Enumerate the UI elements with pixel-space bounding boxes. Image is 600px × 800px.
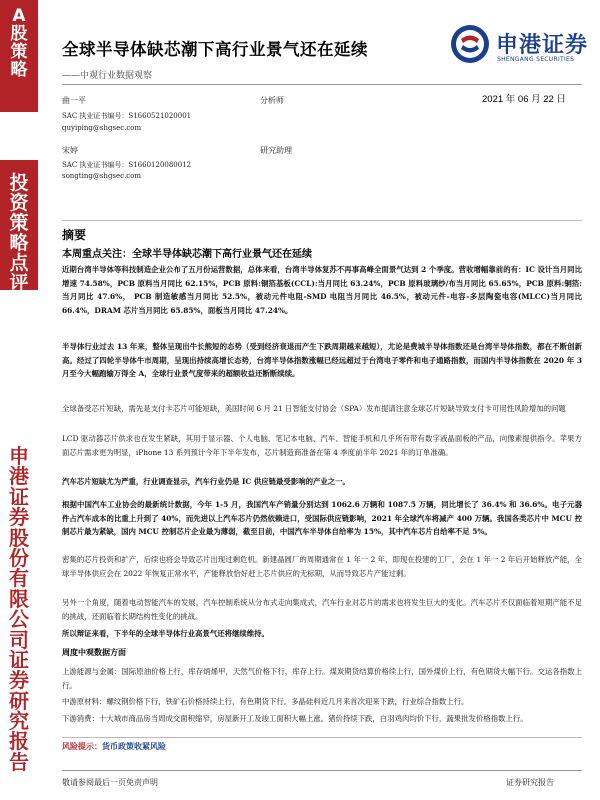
risk-text: 货币政策收紧风险 <box>102 741 166 751</box>
sidebar-org-name <box>0 440 38 774</box>
paragraph-2: 半导体行业过去 13 年来，整体呈现出牛长熊短的态势（受到经济衰退而产生下跌周期越来越短），尤论是费城半导体指数还是台湾半导体指数，都在不断创新高。经过了四轮半导体牛市周期，呈现出持续高增长态势，台湾半导体指数涨幅已经远超过于台湾电子零件和电子通路指数，而国内半导体指数在 2020 年 3 月至今大幅跑输万得全 A，全球行业景气度带来的超额收益还断断续续。 <box>62 342 582 378</box>
abstract-heading: 摘要 <box>62 228 87 242</box>
page-subtitle: ——中观行业数据观察 <box>62 71 153 81</box>
sidebar-char: 评 <box>9 271 29 294</box>
section-divider <box>62 220 582 221</box>
sidebar-char: 证 <box>9 484 29 509</box>
sidebar-char: 策 <box>9 211 29 234</box>
paragraph-4: LCD 驱动器芯片供求也在发生紧缺，其用于显示器、个人电脑、笔记本电脑、汽车、智能手机和几乎所有带有数字液晶面板的产品，向像素提供指令。苹果方面芯片需求更为明显，iPhone 13 系列预计今年下半年发布，芯片制造商准备在第 4 季度前半年 2021 年的订单准确。 <box>62 434 582 457</box>
sidebar-char: 资 <box>9 191 29 214</box>
footer-disclaimer: 敬请参阅最后一页免责声明 <box>62 778 158 787</box>
footer-report-type: 证券研究报告 <box>506 778 554 787</box>
analyst-name: 曲一平 <box>62 96 86 105</box>
paragraph-11: 中游原材料：螺纹钢价格下行，铁矿石价格持续上行，有色期货下行。多晶硅料近几月来首次迎来下跌，行业综合指数上行。 <box>62 697 469 706</box>
risk-label: 风险提示： <box>62 741 102 751</box>
page-title: 全球半导体缺芯潮下高行业景气还在延续 <box>62 40 368 59</box>
weekly-focus: 本周重点关注：全球半导体缺芯潮下高行业景气还在延续 <box>62 249 312 260</box>
sidebar-gap <box>0 112 38 160</box>
sidebar-char: 股 <box>9 525 29 550</box>
sidebar <box>0 0 38 800</box>
paragraph-9: 所以辩证来看，下半年的全球半导体行业高景气还将继续维持。 <box>62 629 269 638</box>
sidebar-char: 有 <box>9 566 29 591</box>
sidebar-char: 证 <box>9 647 29 672</box>
paragraph-1: 近期台湾半导体等科技制造企业公布了五月份运营数据，总体来看，台湾半导体复苏不再事高峰全面景气达到 2 个季度。营收增幅靠前的有：IC 设计当月同比增速 74.58%，PCB 原料当月同比 62.15%，PCB 原料:铜箔基板(CCL):当月同比 63.24%，PCB 原料玻璃纱/布当月同比 65.65%，PCB 原料:铜箔:当月同比 47.6%， PCB 制造敏感当月同比 52.5%，被动元件电阻-SMD 电阻当月同比 46.5%，被动元件-电容-多层陶瓷电容(MLCC)当月同比 66.4%，DRAM 芯片当月同比 65.85%，面板当月同比 47.24%。 <box>62 265 582 315</box>
sidebar-report-type <box>0 160 38 294</box>
sidebar-char: 略 <box>9 231 29 254</box>
report-date: 2021 年 06 月 22 日 <box>482 94 566 105</box>
analyst-email[interactable]: quyiping@shgsec.com <box>62 124 142 132</box>
analyst-role: 分析师 <box>260 96 284 105</box>
brand-logo <box>450 24 590 68</box>
paragraph-7: 密集的芯片投资和扩产，后续也将会导致芯片出现过剩危机。新建晶圆厂的周期通常在 1 年一 2 年，即现在投建的工厂，会在 1 年一 2 年后开始释放产能，全球半导体供应会在 2022 年恢复正常水平，产能释放恰好赶上芯片供应的无标期，从而导致芯片产能过剩。 <box>62 555 582 578</box>
risk-warning <box>62 741 166 752</box>
analyst-cert: SAC 执业证书编号：S1660521020001 <box>62 112 192 120</box>
assistant-name: 宋婷 <box>62 146 78 155</box>
paragraph-12: 下游消费：十大城市商品房当周成交面积缩窄，房屋新开工及竣工面积大幅上涨。猪价持续下跌，白羽鸡肉均价下行，蔬果批发价格指数上行。 <box>62 714 528 723</box>
sidebar-char: 券 <box>9 505 29 530</box>
logo-en-text: SHENGANG SECURITIES <box>497 56 575 63</box>
sidebar-char: 港 <box>9 464 29 489</box>
sidebar-char: 点 <box>9 251 29 274</box>
sidebar-category <box>0 0 38 112</box>
sidebar-char: 告 <box>9 749 29 774</box>
paragraph-6: 根据中国汽车工业协会的最新统计数据，今年 1-5 月，我国汽车产销量分别达到 1062.6 万辆和 1087.5 万辆，同比增长了 36.4% 和 36.6%。电子元器件占汽车成本的比重上升到了 40%，而先进以上汽车芯片仍然依赖进口，受国际供应链影响，2021 年全球汽车将减产 400 万辆。我国各类芯片中 MCU 控制芯片最为紧缺，国内 MCU 控制芯片企业最为薄弱，截至目前，中国汽车半导体自给率为 15%，其中汽车芯片自给率不足 5%。 <box>62 500 582 536</box>
sidebar-char: 申 <box>9 444 29 468</box>
assistant-cert: SAC 执业证书编号：S1660120080012 <box>62 161 192 169</box>
logo-mark-icon <box>450 24 490 64</box>
sidebar-char: 公 <box>9 607 29 632</box>
sidebar-char: A <box>12 6 26 26</box>
paragraph-8: 另外一个角度，随着电动智能汽车的发展，汽车控制系统从分布式走向集成式，汽车行业对芯片的需求也将发生巨大的变化。汽车芯片不仅面临着短期产能不足的挑战，还面临着长期结构性变化的挑战。 <box>62 598 582 621</box>
sidebar-char: 份 <box>9 545 29 570</box>
paragraph-3: 全球备受芯片短缺，需先是支付卡芯片可能短缺，美国时间 6 月 21 日智能支付协会（SPA）发布提请注意全球芯片短缺导致支付卡可用性风险增加的问题 <box>62 404 566 413</box>
paragraph-10: 上游能源与金属：国际原油价格上行，库存炳烯甲，天然气价格下行，库存上行。煤炭期货结算价格续上行，国外煤价上行，有色期货大幅下行。交运各指数上行。 <box>62 667 582 690</box>
assistant-role: 研究助理 <box>260 146 292 155</box>
sidebar-char: 券 <box>9 668 29 693</box>
sidebar-char: 研 <box>9 688 29 713</box>
sidebar-char: 股 <box>10 23 28 44</box>
logo-cn-text: 申港证券 <box>496 33 589 58</box>
footer-divider <box>62 770 582 771</box>
paragraph-5: 汽车芯片短缺尤为严重，行业调查显示，汽车行业仍是 IC 供应链最受影响的产业之一。 <box>62 477 350 486</box>
sidebar-char: 略 <box>10 59 28 80</box>
sidebar-char: 策 <box>10 41 28 62</box>
assistant-email[interactable]: songting@shgsec.com <box>62 172 142 180</box>
sidebar-char: 限 <box>9 586 29 611</box>
header-divider <box>62 84 582 85</box>
sidebar-char: 究 <box>9 709 29 734</box>
sidebar-char: 司 <box>9 627 29 652</box>
section-heading: 周度中观数据方面 <box>62 647 126 657</box>
sidebar-char: 报 <box>9 729 29 754</box>
sidebar-char: 投 <box>9 172 29 194</box>
